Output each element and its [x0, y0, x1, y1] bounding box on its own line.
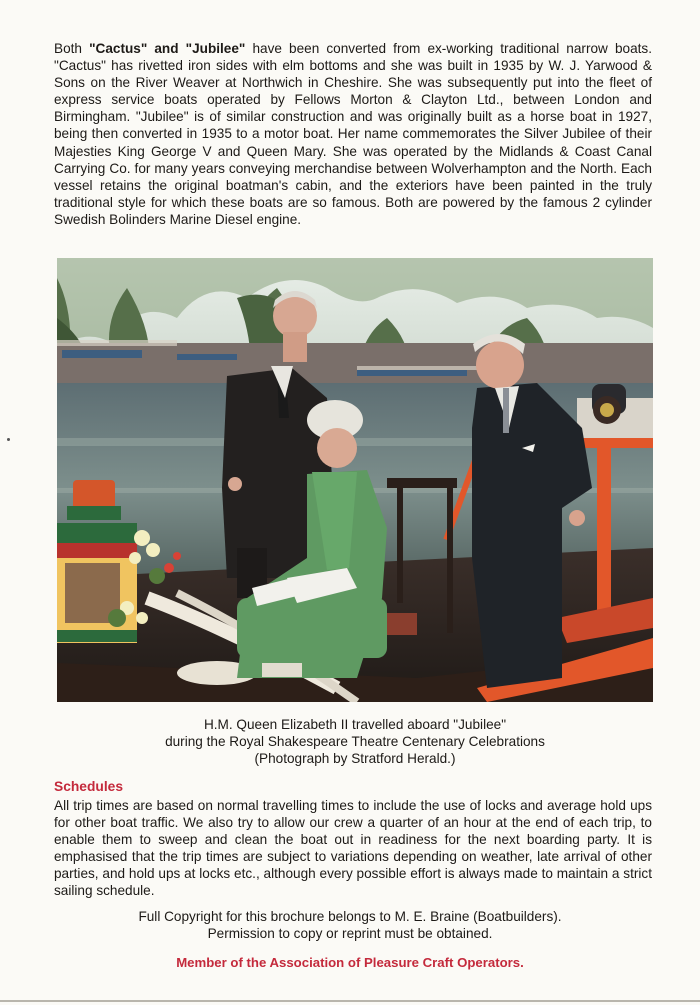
- intro-paragraph: [54, 40, 652, 228]
- schedules-heading: Schedules: [54, 779, 124, 794]
- schedules-paragraph: All trip times are based on normal travelling times to include the use of locks and average hold ups for other boat traffic. We also try to allow our crew a quarter of an hour at the end of each trip, to enable them to sweep and clean the boat out in readiness for the next boarding party. It is emphasised that the trip times are subject to variations depending on weather, late arrival of other parties, and hold ups at locks etc., although every possible effort is always made to maintain a strict sailing schedule.: [54, 798, 652, 899]
- intro-text-rest: have been converted from ex-working traditional narrow boats. "Cactus" has rivetted iron sides with elm bottoms and she was built in 1935 by W. J. Yarwood & Sons on the River Weaver at Northwich in Cheshire. She was subsequently put into the fleet of express service boats operated by Fellows Morton & Clayton Ltd., between London and Birmingham. "Jubilee" is of similar construction and was originally built as a horse boat in 1927, being then converted in 1935 to a motor boat. Her name commemorates the Silver Jubilee of their Majesties King George V and Queen Mary. She was operated by the Midlands & Coast Canal Carrying Co. for many years conveying merchandise between Wolverhampton and the North. Each vessel retains the original boatman's cabin, and the exteriors have been painted in the truly traditional style for which these boats are so famous. Both are powered by the famous 2 cylinder Swedish Bolinders Marine Diesel engine.: [54, 41, 652, 227]
- queen-aboard-jubilee-photo: [57, 258, 653, 702]
- caption-line-2: during the Royal Shakespeare Theatre Centenary Celebrations: [165, 734, 545, 750]
- boat-names: "Cactus" and "Jubilee": [89, 41, 246, 56]
- caption-line-1: H.M. Queen Elizabeth II travelled aboard "Jubilee": [203, 717, 507, 732]
- photo-caption: [90, 716, 620, 768]
- membership-notice: Member of the Association of Pleasure Craft Operators.: [176, 955, 524, 970]
- caption-line-3: (Photograph by Stratford Herald.): [254, 751, 456, 767]
- page-bottom-edge: [0, 1000, 700, 1002]
- copyright-notice: [80, 908, 620, 942]
- copyright-line-1: Full Copyright for this brochure belongs to M. E. Braine (Boatbuilders).: [138, 909, 562, 924]
- intro-text-start: Both: [54, 41, 90, 56]
- copyright-line-2: Permission to copy or reprint must be obtained.: [207, 926, 493, 942]
- margin-speck: [7, 438, 10, 441]
